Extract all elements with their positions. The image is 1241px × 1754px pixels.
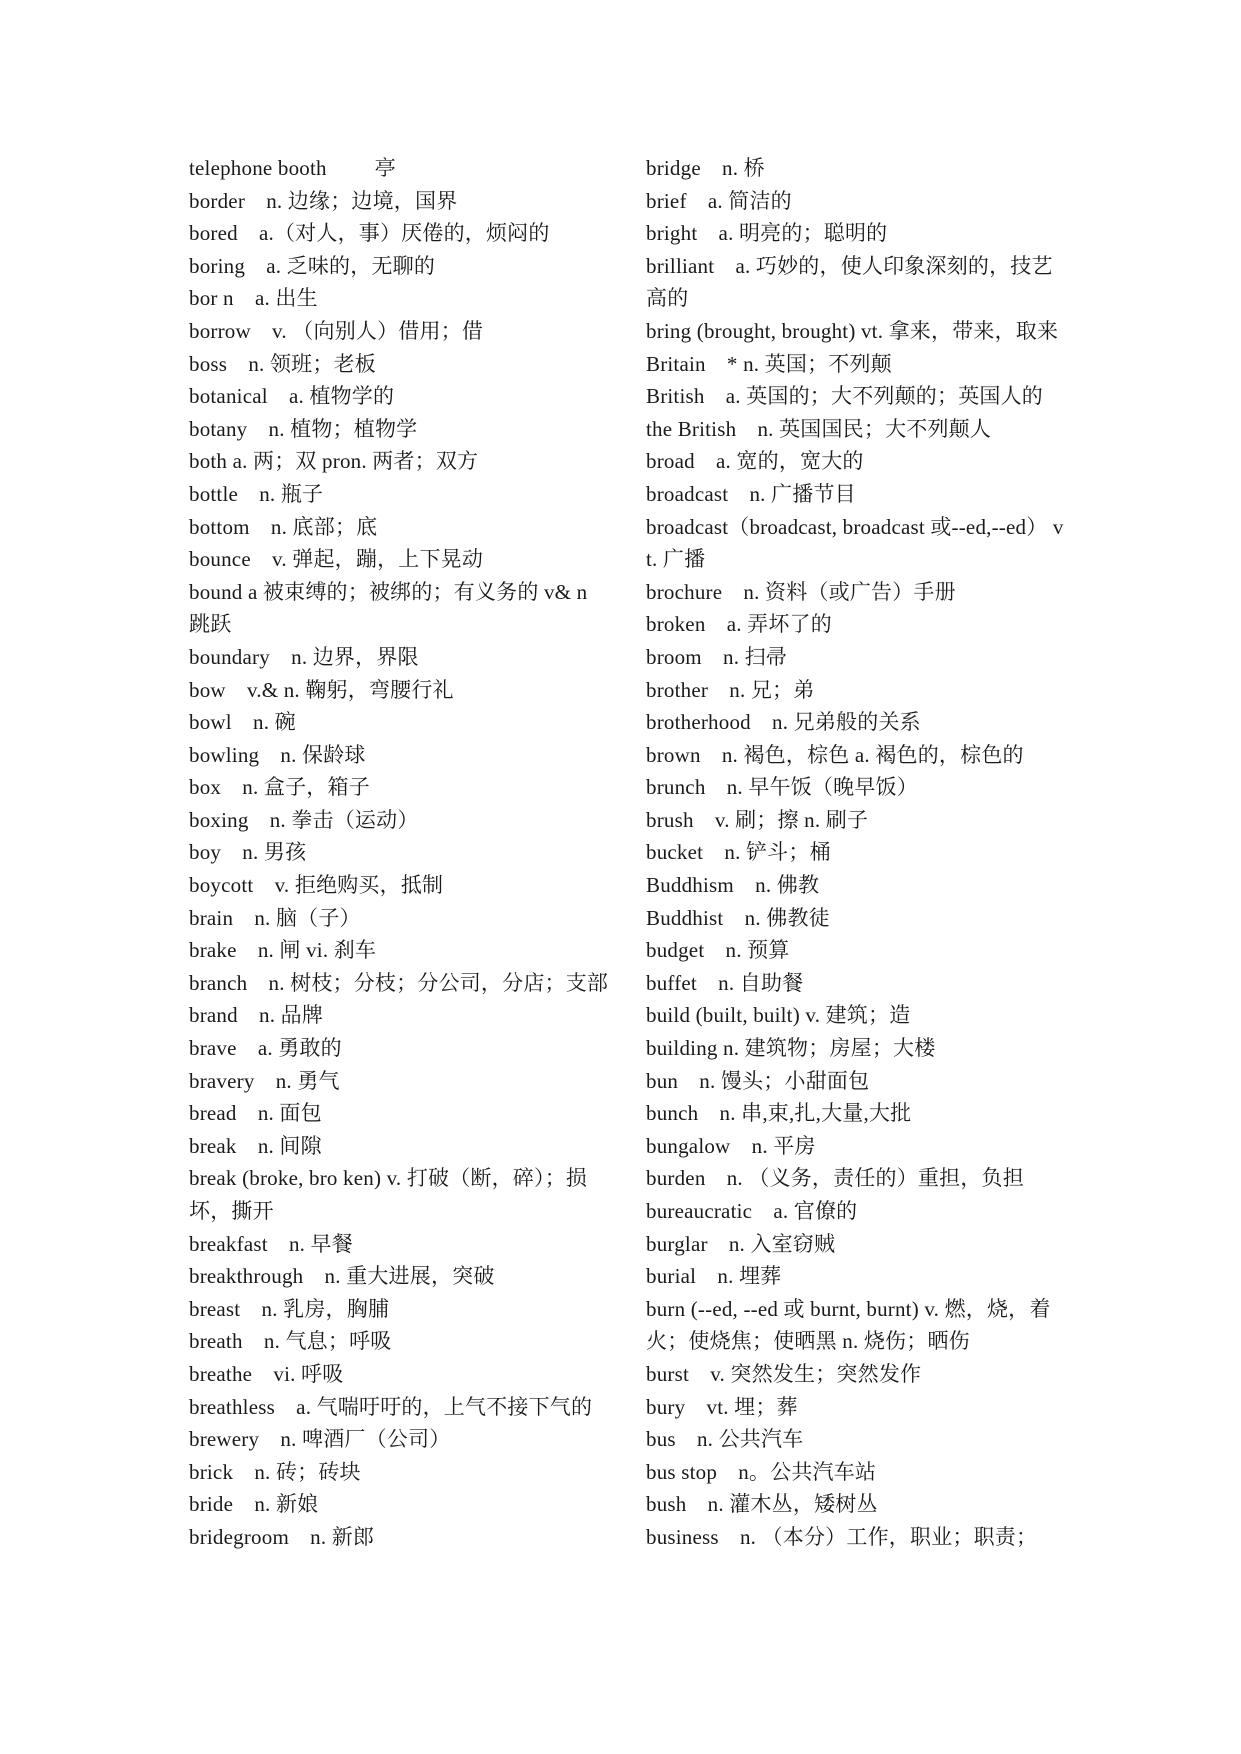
- right-column: [646, 152, 1072, 1554]
- vocab-entry: bride n. 新娘: [189, 1492, 319, 1517]
- vocab-entry: bounce v. 弹起，蹦，上下晃动: [189, 547, 484, 572]
- vocab-entry: brilliant a. 巧妙的，使人印象深刻的，技艺高的: [646, 253, 1053, 311]
- vocab-entry: bound a 被束缚的；被绑的；有义务的 v& n 跳跃: [189, 579, 588, 637]
- vocab-entry: boundary n. 边界，界限: [189, 644, 419, 669]
- vocab-entry: boring a. 乏味的，无聊的: [189, 253, 436, 278]
- vocab-entry: broad a. 宽的，宽大的: [646, 449, 864, 474]
- vocab-entry: bottom n. 底部；底: [189, 514, 378, 539]
- vocab-entry: the British n. 英国国民；大不列颠人: [646, 416, 992, 441]
- vocab-entry: bunch n. 串,束,扎,大量,大批: [646, 1101, 912, 1126]
- vocab-entry: Buddhist n. 佛教徒: [646, 905, 830, 930]
- vocab-entry: bridegroom n. 新郎: [189, 1524, 375, 1549]
- vocab-entry: brotherhood n. 兄弟般的关系: [646, 710, 921, 735]
- vocab-entry: bor n a. 出生: [189, 286, 318, 311]
- vocab-entry: brief a. 简洁的: [646, 188, 792, 213]
- vocab-entry: branch n. 树枝；分枝；分公司，分店；支部: [189, 970, 609, 995]
- vocab-entry: business n. （本分）工作，职业；职责；: [646, 1524, 1038, 1549]
- vocab-entry: breathe vi. 呼吸: [189, 1361, 344, 1386]
- vocab-entry: boycott v. 拒绝购买，抵制: [189, 873, 444, 898]
- vocab-entry: brush v. 刷；擦 n. 刷子: [646, 807, 869, 832]
- vocab-entry: brain n. 脑（子）: [189, 905, 361, 930]
- vocab-entry: both a. 两；双 pron. 两者；双方: [189, 449, 479, 474]
- vocab-entry: boss n. 领班；老板: [189, 351, 376, 376]
- vocab-entry: burden n. （义务，责任的）重担，负担: [646, 1166, 1024, 1191]
- vocab-entry: box n. 盒子，箱子: [189, 775, 370, 800]
- vocab-entry: bun n. 馒头；小甜面包: [646, 1068, 870, 1093]
- left-column: [189, 152, 613, 1554]
- vocab-entry: bravery n. 勇气: [189, 1068, 340, 1093]
- vocab-entry: breathless a. 气喘吁吁的，上气不接下气的: [189, 1394, 593, 1419]
- vocab-entry: bread n. 面包: [189, 1101, 322, 1126]
- vocab-entry: brochure n. 资料（或广告）手册: [646, 579, 956, 604]
- vocab-entry: botany n. 植物；植物学: [189, 416, 418, 441]
- vocab-entry: boxing n. 拳击（运动）: [189, 807, 419, 832]
- vocab-entry: bright a. 明亮的；聪明的: [646, 221, 888, 246]
- vocab-entry: build (built, built) v. 建筑；造: [646, 1003, 911, 1028]
- vocab-entry: breast n. 乳房，胸脯: [189, 1296, 390, 1321]
- vocab-entry: budget n. 预算: [646, 938, 790, 963]
- vocab-entry: brunch n. 早午饭（晚早饭）: [646, 775, 918, 800]
- vocab-entry: burst v. 突然发生；突然发作: [646, 1361, 922, 1386]
- vocab-entry: brick n. 砖；砖块: [189, 1459, 361, 1484]
- vocab-entry: bring (brought, brought) vt. 拿来，带来，取来: [646, 318, 1059, 343]
- vocab-entry: break n. 间隙: [189, 1133, 322, 1158]
- vocab-entry: bus stop n。公共汽车站: [646, 1459, 877, 1484]
- vocab-entry: brother n. 兄；弟: [646, 677, 815, 702]
- vocab-entry: bottle n. 瓶子: [189, 481, 324, 506]
- vocab-entry: bow v.& n. 鞠躬，弯腰行礼: [189, 677, 454, 702]
- vocab-entry: broom n. 扫帚: [646, 644, 788, 669]
- vocab-entry: breakthrough n. 重大进展，突破: [189, 1264, 495, 1289]
- vocab-entry: break (broke, bro ken) v. 打破（断，碎）；损坏，撕开: [189, 1166, 588, 1223]
- vocab-entry: brand n. 品牌: [189, 1003, 324, 1028]
- vocab-entry: Buddhism n. 佛教: [646, 873, 820, 898]
- vocab-entry: breakfast n. 早餐: [189, 1231, 353, 1256]
- vocab-entry: buffet n. 自助餐: [646, 970, 804, 995]
- vocab-entry: burn (--ed, --ed 或 burnt, burnt) v. 燃，烧，着火；使烧焦；使晒黑 n. 烧伤；晒伤: [646, 1296, 1051, 1354]
- vocab-entry: bus n. 公共汽车: [646, 1427, 804, 1452]
- vocab-entry: building n. 建筑物；房屋；大楼: [646, 1036, 936, 1061]
- vocab-entry: bush n. 灌木丛，矮树丛: [646, 1492, 878, 1517]
- vocab-entry: Britain * n. 英国；不列颠: [646, 351, 892, 376]
- vocab-entry: botanical a. 植物学的: [189, 384, 395, 409]
- vocab-entry: British a. 英国的；大不列颠的；英国人的: [646, 384, 1043, 409]
- vocab-entry: boy n. 男孩: [189, 840, 307, 865]
- vocab-entry: brewery n. 啤酒厂（公司）: [189, 1427, 451, 1452]
- vocab-entry: bucket n. 铲斗；桶: [646, 840, 831, 865]
- vocab-entry: bury vt. 埋；葬: [646, 1394, 798, 1419]
- vocab-entry: borrow v. （向别人）借用；借: [189, 318, 484, 343]
- vocab-entry: broadcast（broadcast, broadcast 或--ed,--ed） vt. 广播: [646, 514, 1064, 572]
- vocab-entry: border n. 边缘；边境，国界: [189, 188, 458, 213]
- vocab-entry: bridge n. 桥: [646, 156, 765, 180]
- vocab-entry: bored a.（对人，事）厌倦的，烦闷的: [189, 221, 550, 246]
- vocab-entry: bureaucratic a. 官僚的: [646, 1199, 858, 1223]
- vocab-entry: burglar n. 入室窃贼: [646, 1231, 836, 1256]
- vocab-entry: burial n. 埋葬: [646, 1264, 782, 1289]
- vocab-entry: broadcast n. 广播节目: [646, 481, 856, 506]
- vocab-entry: broken a. 弄坏了的: [646, 612, 832, 637]
- vocab-entry: brake n. 闸 vi. 刹车: [189, 938, 377, 963]
- vocab-entry: breath n. 气息；呼吸: [189, 1329, 392, 1354]
- vocab-entry: bowling n. 保龄球: [189, 742, 366, 767]
- vocab-entry: brave a. 勇敢的: [189, 1036, 342, 1061]
- vocab-entry: bungalow n. 平房: [646, 1133, 816, 1158]
- vocab-entry: bowl n. 碗: [189, 710, 296, 735]
- vocab-entry: brown n. 褐色，棕色 a. 褐色的，棕色的: [646, 742, 1024, 767]
- vocab-entry: telephone booth 亭: [189, 156, 396, 180]
